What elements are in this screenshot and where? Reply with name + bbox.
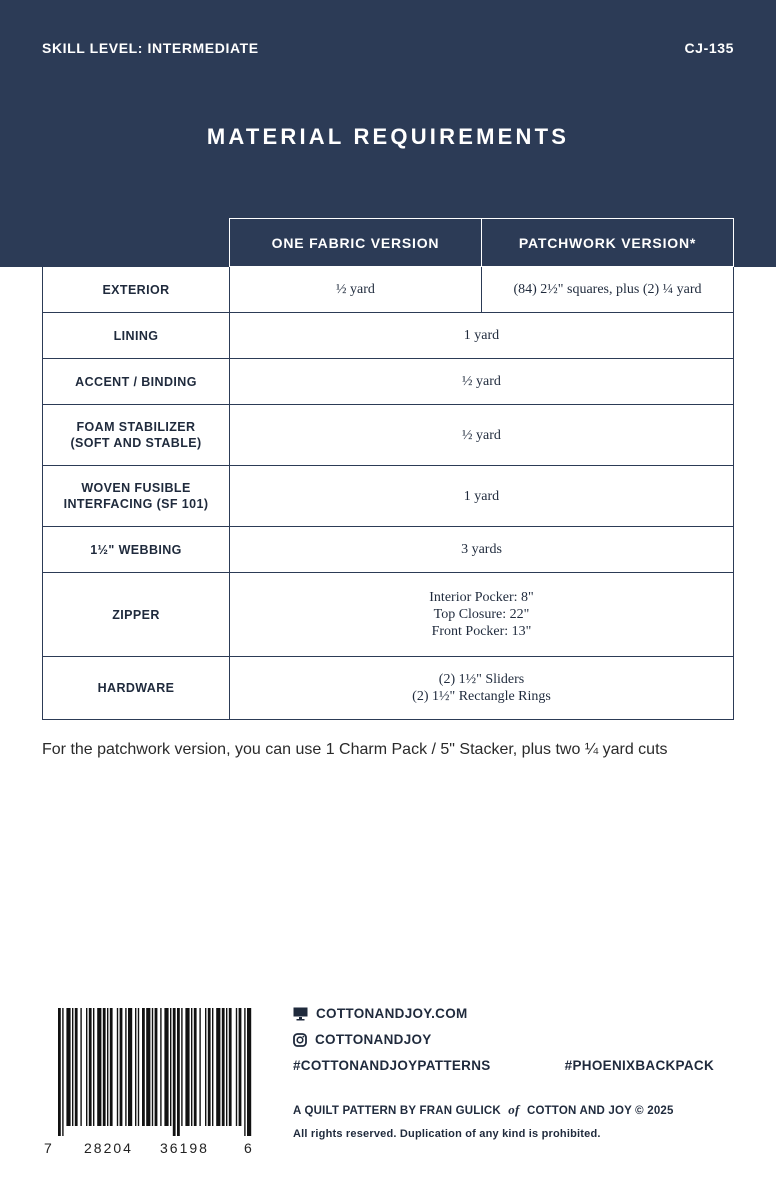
barcode-bar — [191, 1008, 192, 1126]
website-text: COTTONANDJOY.COM — [316, 1006, 468, 1021]
table-row — [43, 573, 734, 657]
barcode-bar — [229, 1008, 232, 1126]
barcode-bar — [86, 1008, 87, 1126]
barcode-bar — [117, 1008, 118, 1126]
barcode-bar — [80, 1008, 81, 1126]
barcode-bar — [135, 1008, 136, 1126]
col-header-patchwork: PATCHWORK VERSION* — [482, 219, 734, 267]
table-row — [43, 405, 734, 466]
row-label: HARDWARE — [43, 657, 230, 720]
col-header-one-fabric: ONE FABRIC VERSION — [230, 219, 482, 267]
barcode-bar — [128, 1008, 132, 1126]
row-label: ACCENT / BINDING — [43, 359, 230, 405]
table-row — [43, 466, 734, 527]
credit-author: A QUILT PATTERN BY FRAN GULICK — [293, 1105, 501, 1117]
row-value: ½ yard — [230, 359, 734, 405]
table-header-row — [43, 219, 734, 267]
barcode-group-1: 28204 — [84, 1140, 133, 1156]
barcode-bar — [170, 1008, 171, 1126]
row-value: 1 yard — [230, 313, 734, 359]
barcode-bar — [110, 1008, 113, 1126]
barcode-bar — [185, 1008, 189, 1126]
barcode-bar — [247, 1008, 251, 1136]
credit-of: of — [508, 1102, 520, 1117]
row-value-line: Front Pocker: 13" — [431, 624, 532, 639]
barcode-bar — [212, 1008, 213, 1126]
barcode-bar — [97, 1008, 101, 1126]
barcode-digit-last: 6 — [244, 1140, 252, 1156]
table-row — [43, 313, 734, 359]
barcode-bar — [66, 1008, 70, 1126]
row-value-one-fabric: ½ yard — [230, 267, 482, 313]
barcode-bar — [152, 1008, 153, 1126]
barcode-bar — [216, 1008, 220, 1126]
rights-notice: All rights reserved. Duplication of any kind is prohibited. — [293, 1128, 601, 1140]
barcode-bar — [72, 1008, 73, 1126]
barcode-bar — [208, 1008, 211, 1126]
barcode-bar — [107, 1008, 108, 1126]
barcode-bar — [146, 1008, 150, 1126]
row-value: ½ yard — [230, 405, 734, 466]
row-value: 3 yards — [230, 527, 734, 573]
row-value-line: Interior Pocker: 8" — [429, 590, 534, 605]
row-label: 1½" WEBBING — [43, 527, 230, 573]
patchwork-note: For the patchwork version, you can use 1 Charm Pack / 5" Stacker, plus two ¼ yard cuts — [42, 741, 668, 758]
barcode-bar — [93, 1008, 94, 1126]
hashtag-1: #COTTONANDJOYPATTERNS — [293, 1058, 491, 1073]
material-table — [42, 218, 734, 720]
row-label — [43, 466, 230, 527]
barcode-bar — [173, 1008, 176, 1136]
barcode-digit-first: 7 — [44, 1140, 52, 1156]
barcode-bar — [62, 1008, 63, 1136]
barcode-bar — [155, 1008, 158, 1126]
row-label: ZIPPER — [43, 573, 230, 657]
instagram-icon — [293, 1033, 307, 1047]
table-row — [43, 267, 734, 313]
row-label-line: WOVEN FUSIBLE — [81, 481, 191, 495]
row-label-line: (SOFT AND STABLE) — [70, 436, 202, 450]
row-label — [43, 405, 230, 466]
page-title: MATERIAL REQUIREMENTS — [206, 124, 570, 149]
pattern-code: CJ-135 — [684, 40, 734, 56]
row-value-line: (2) 1½" Rectangle Rings — [412, 689, 551, 704]
skill-level: SKILL LEVEL: INTERMEDIATE — [42, 40, 259, 56]
row-value-line: (2) 1½" Sliders — [438, 672, 525, 687]
barcode-bar — [194, 1008, 197, 1126]
row-label: EXTERIOR — [43, 267, 230, 313]
table-row — [43, 657, 734, 720]
row-value-patchwork: (84) 2½" squares, plus (2) ¼ yard — [482, 267, 734, 313]
row-label: LINING — [43, 313, 230, 359]
barcode-bar — [138, 1008, 139, 1126]
barcode-bar — [181, 1008, 182, 1126]
barcode-bar — [142, 1008, 145, 1126]
barcode-bar — [199, 1008, 200, 1126]
barcode-bar — [164, 1008, 168, 1126]
row-value: 1 yard — [230, 466, 734, 527]
row-value-line: Top Closure: 22" — [433, 607, 530, 622]
barcode-bar — [205, 1008, 206, 1126]
pattern-credit — [293, 1102, 674, 1118]
barcode-group-2: 36198 — [160, 1140, 209, 1156]
website-line — [293, 1006, 468, 1021]
row-value — [230, 573, 734, 657]
instagram-text: COTTONANDJOY — [315, 1032, 432, 1047]
barcode-bar — [103, 1008, 106, 1126]
monitor-icon — [293, 1007, 308, 1021]
barcode — [58, 1008, 254, 1136]
barcode-bar — [58, 1008, 61, 1136]
row-value — [230, 657, 734, 720]
barcode-bar — [226, 1008, 227, 1126]
barcode-bar — [75, 1008, 78, 1126]
row-label-line: FOAM STABILIZER — [76, 420, 196, 434]
table-row — [43, 359, 734, 405]
barcode-bar — [177, 1008, 180, 1136]
credit-brand: COTTON AND JOY © 2025 — [526, 1105, 674, 1117]
barcode-bar — [125, 1008, 126, 1126]
barcode-bar — [236, 1008, 237, 1126]
barcode-bar — [120, 1008, 123, 1126]
barcode-bar — [244, 1008, 245, 1136]
hashtag-2: #PHOENIXBACKPACK — [564, 1058, 714, 1073]
barcode-bar — [89, 1008, 92, 1126]
barcode-bar — [239, 1008, 242, 1126]
instagram-line — [293, 1032, 432, 1047]
row-label-line: INTERFACING (SF 101) — [63, 497, 209, 511]
barcode-bar — [160, 1008, 161, 1126]
header-blank-cell — [43, 219, 230, 267]
table-row — [43, 527, 734, 573]
barcode-bar — [222, 1008, 225, 1126]
